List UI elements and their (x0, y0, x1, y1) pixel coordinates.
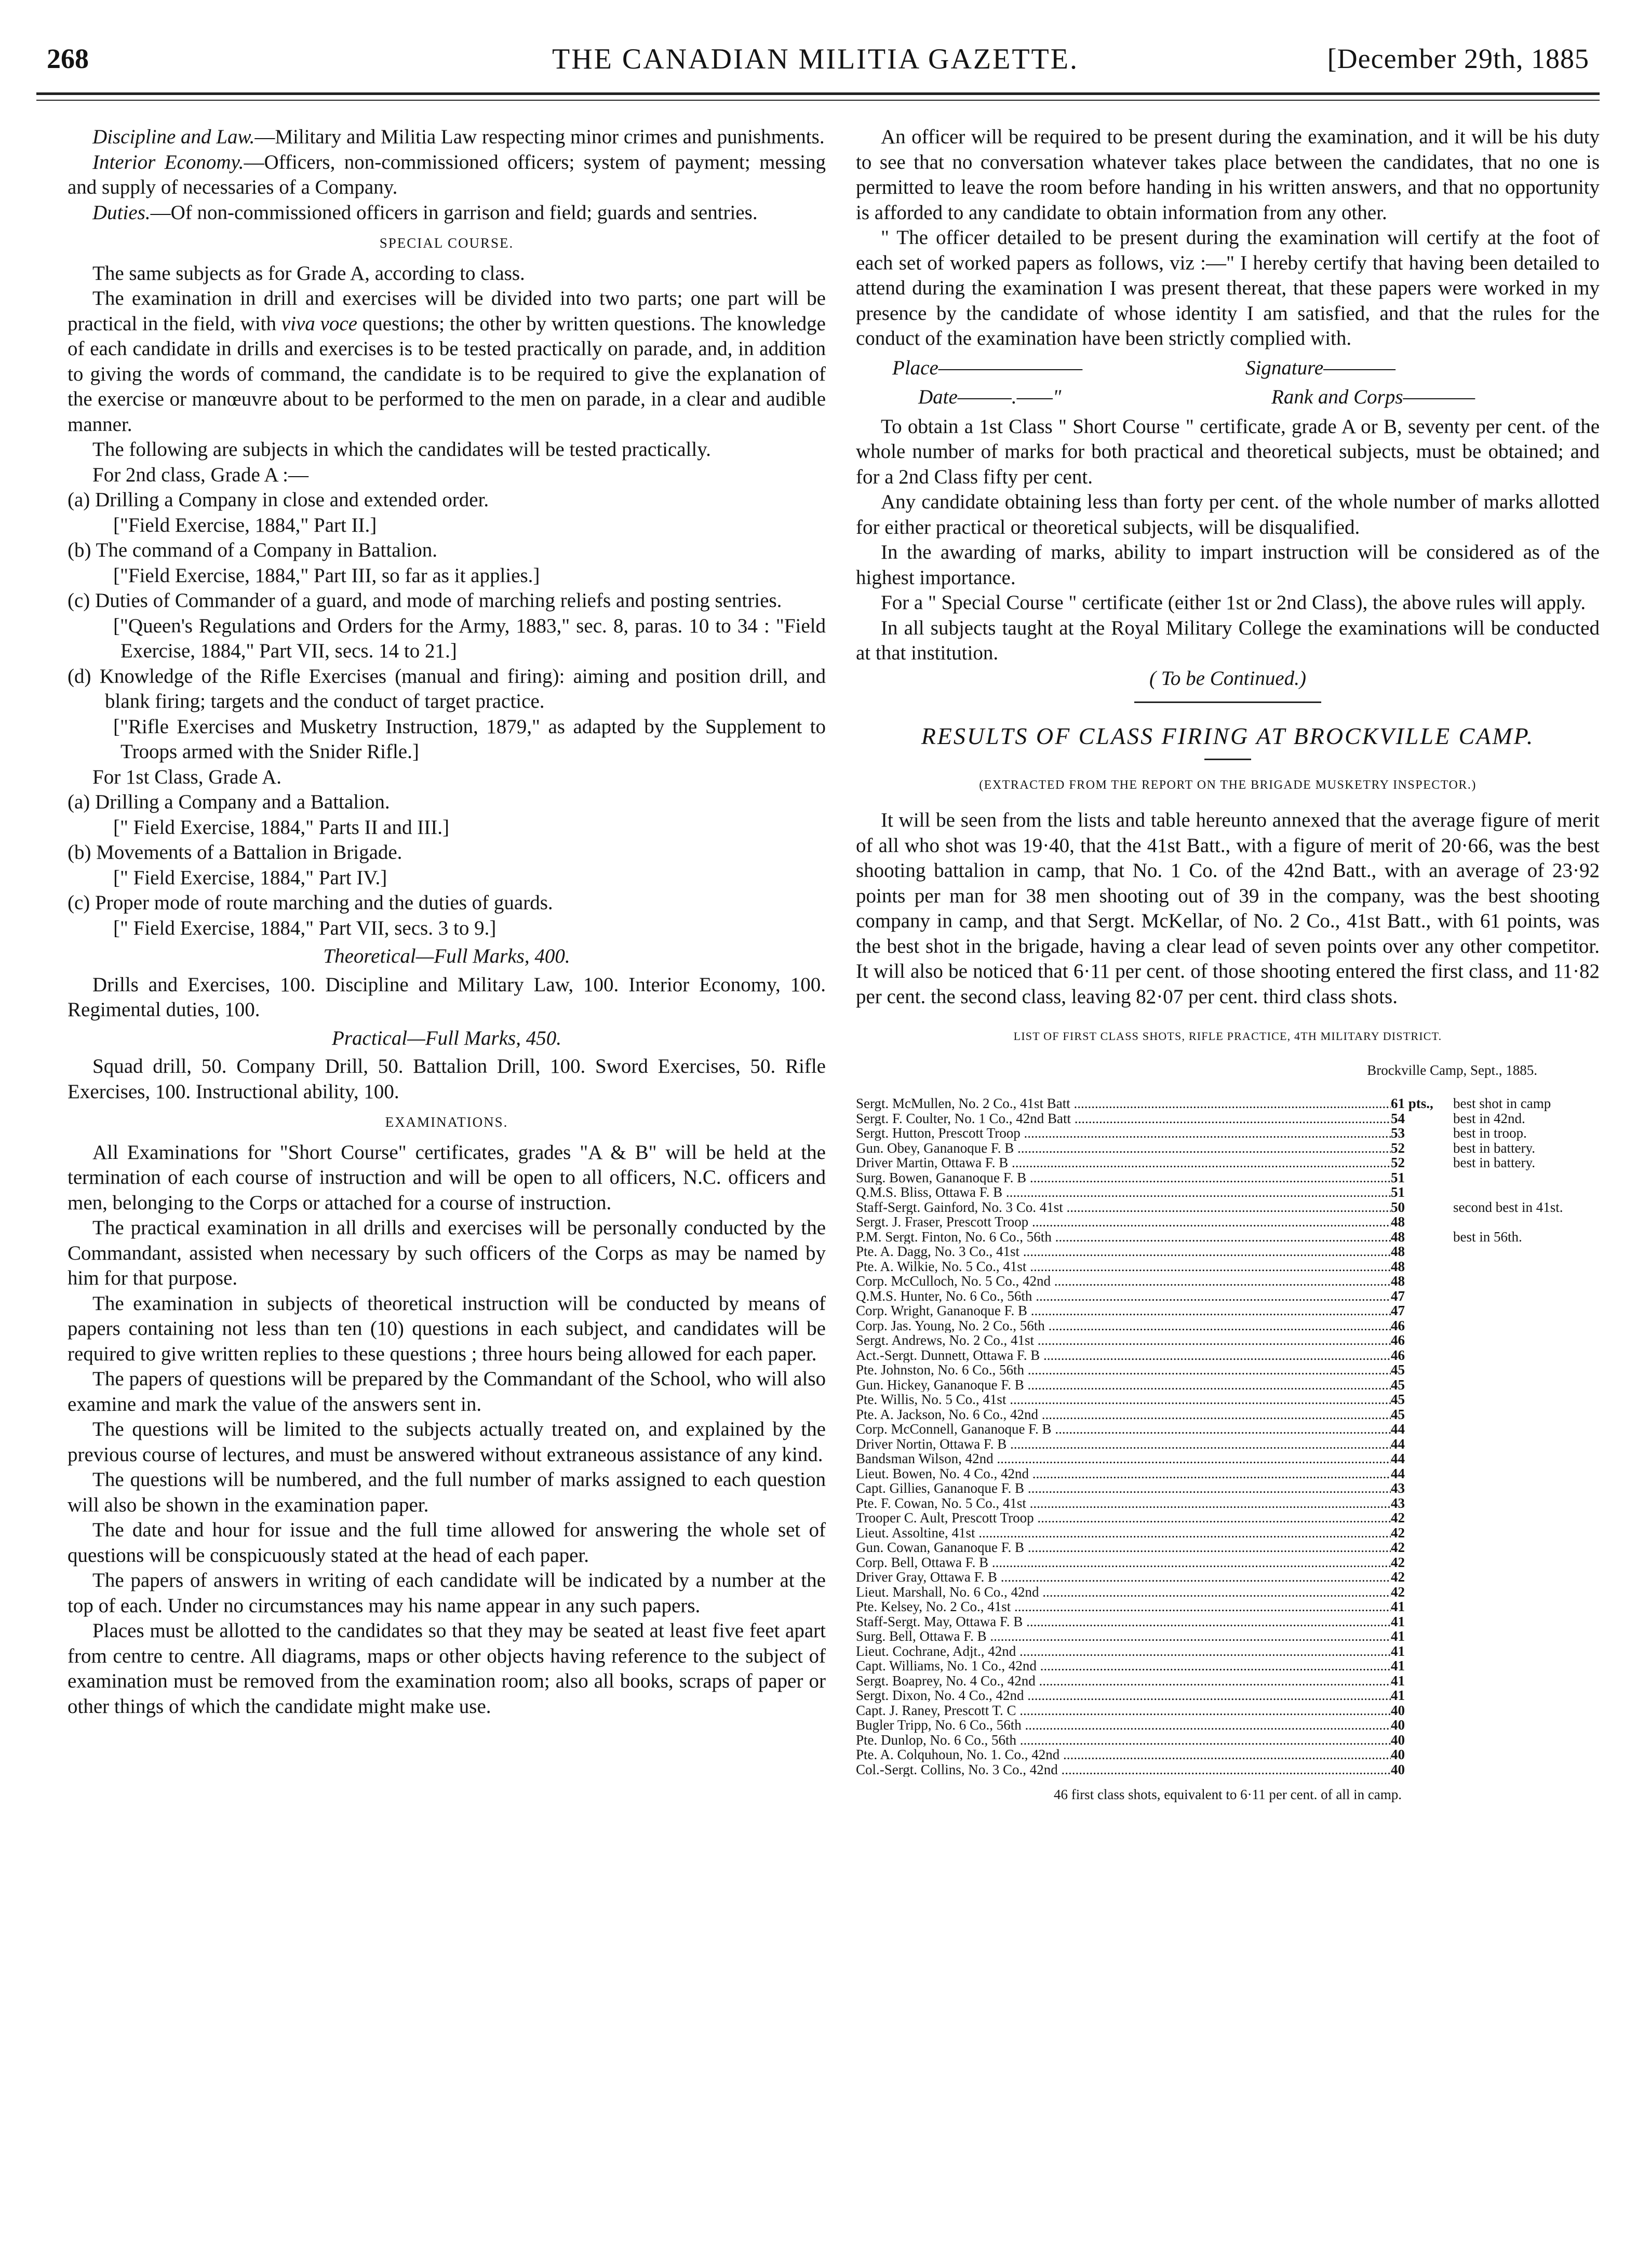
shooter-points: 42 (1391, 1510, 1405, 1526)
list-item (856, 1141, 1600, 1156)
section-divider (1134, 701, 1321, 703)
list-place: Brockville Camp, Sept., 1885. (1367, 1062, 1537, 1078)
certificate-line-1 (856, 356, 1600, 381)
shooter-name: Pte. A. Wilkie, No. 5 Co., 41st ..... (856, 1259, 1391, 1274)
shooter-points: 40 (1391, 1732, 1405, 1748)
list-item: (a) Drilling a Company in close and extended order. (68, 489, 489, 511)
shooter-name: Capt. J. Raney, Prescott T. C ..... (856, 1703, 1391, 1718)
list-item: (d) Knowledge of the Rifle Exercises (manual and firing): aiming and position drill, and blank firing; targets and the conduct of target practice. (68, 665, 826, 712)
shooter-points: 41 (1391, 1613, 1405, 1629)
shooter-name: Pte. A. Jackson, No. 6 Co., 42nd ..... (856, 1407, 1391, 1422)
list-item (856, 1333, 1600, 1348)
shooter-name: Corp. McConnell, Gananoque F. B ..... (856, 1422, 1391, 1437)
paragraph-lead: Duties. (92, 201, 151, 224)
paragraph: Squad drill, 50. Company Drill, 50. Battalion Drill, 100. Sword Exercises, 50. Rifle Exercises, 100. Instructional ability, 100. (68, 1055, 826, 1103)
shooter-points: 44 (1391, 1451, 1405, 1466)
header-rule-thin (36, 100, 1600, 101)
shooter-name: Lieut. Assoltine, 41st ..... (856, 1526, 1391, 1541)
shooter-points: 52 (1391, 1140, 1405, 1156)
shooter-points: 44 (1391, 1465, 1405, 1481)
paragraph: It will be seen from the lists and table hereunto annexed that the average figure of merit of all who shot was 19·40, that the 41st Batt., with a figure of merit of 20·66, was the best shooting battalion in camp, that No. 1 Co. of the 42nd Batt., with an average of 23·92 points per man for 38 men shooting out of 39 in the company, was the best shooting company in camp, and that Sergt. McKellar, of No. 2 Co., 41st Batt., with 61 points, was the best shot in the brigade, having a clear lead of seven points over any other competitor. It will also be noticed that 6·11 per cent. of those shooting entered the first class, and 11·82 per cent. the second class, leaving 82·07 per cent. third class shots. (856, 809, 1600, 1008)
shooter-name: Corp. McCulloch, No. 5 Co., 42nd ..... (856, 1274, 1391, 1289)
shooter-note (1453, 1733, 1600, 1748)
shooter-name: Surg. Bowen, Gananoque F. B ..... (856, 1170, 1391, 1185)
newspaper-title: THE CANADIAN MILITIA GAZETTE. (552, 43, 1079, 75)
shooter-points: 48 (1391, 1273, 1405, 1289)
shooter-note (1453, 1762, 1600, 1777)
list-item (856, 1362, 1600, 1378)
list-footnote: 46 first class shots, equivalent to 6·11 per cent. of all in camp. (1053, 1787, 1402, 1802)
list-item (856, 1496, 1600, 1511)
shooter-points: 41 (1391, 1672, 1405, 1689)
shooter-note (1453, 1392, 1600, 1407)
shooter-points: 45 (1391, 1376, 1405, 1393)
shooter-points: 40 (1391, 1717, 1405, 1733)
list-item (856, 1599, 1600, 1614)
shooter-name: Gun. Hickey, Gananoque F. B ..... (856, 1378, 1391, 1393)
shooter-points: 41 (1391, 1628, 1405, 1644)
rank-field: Rank and Corps———— (1271, 386, 1475, 408)
list-item (856, 1289, 1600, 1304)
reference: [" Field Exercise, 1884," Parts II and III.] (113, 816, 449, 839)
paragraph: The questions will be limited to the subjects actually treated on, and explained by the previous course of lectures, and must be answered without extraneous assistance of any kind. (68, 1418, 826, 1466)
shooter-points: 42 (1391, 1554, 1405, 1570)
list-item (856, 1303, 1600, 1318)
shooter-note (1453, 1688, 1600, 1703)
paragraph: To obtain a 1st Class " Short Course " certificate, grade A or B, seventy per cent. of the whole number of marks for both practical and theoretical subjects, must be obtained; and for a 2nd Class fifty per cent. (856, 415, 1600, 488)
section-heading: SPECIAL COURSE. (379, 235, 514, 251)
list-item (856, 1658, 1600, 1673)
list-item (856, 1451, 1600, 1466)
shooter-points: 42 (1391, 1584, 1405, 1600)
shooter-name: Q.M.S. Bliss, Ottawa F. B ..... (856, 1185, 1391, 1200)
theoretical-heading: Theoretical—Full Marks, 400. (323, 945, 570, 967)
shooter-points: 47 (1391, 1303, 1405, 1318)
paragraph: For a " Special Course " certificate (either 1st or 2nd Class), the above rules will apply. (881, 591, 1586, 614)
shooter-note (1453, 1555, 1600, 1570)
shooter-points: 40 (1391, 1761, 1405, 1777)
shooter-name: Sergt. Boaprey, No. 4 Co., 42nd ..... (856, 1673, 1391, 1689)
list-item (856, 1510, 1600, 1526)
shooter-name: Pte. A. Dagg, No. 3 Co., 41st ..... (856, 1244, 1391, 1259)
shooter-name: Sergt. Dixon, No. 4 Co., 42nd ..... (856, 1688, 1391, 1703)
paragraph (68, 286, 826, 437)
shooter-points: 41 (1391, 1599, 1405, 1614)
shooter-note (1453, 1658, 1600, 1673)
shooter-note: best in battery. (1453, 1140, 1535, 1156)
list-item (856, 1392, 1600, 1407)
paragraph: For 2nd class, Grade A :— (92, 463, 308, 486)
signature-field: Signature———— (1245, 356, 1396, 379)
continued-note: ( To be Continued.) (1149, 667, 1306, 690)
shooter-name: Lieut. Marshall, No. 6 Co., 42nd ..... (856, 1585, 1391, 1600)
shooter-note (1453, 1703, 1600, 1718)
shooter-name: Pte. Willis, No. 5 Co., 41st ..... (856, 1392, 1391, 1407)
shooter-points: 43 (1391, 1495, 1405, 1511)
paragraph: The following are subjects in which the candidates will be tested practically. (92, 438, 711, 461)
certificate-line-2 (856, 385, 1600, 410)
shooter-note: second best in 41st. (1453, 1199, 1563, 1215)
shooter-name: Pte. A. Colquhoun, No. 1. Co., 42nd ..... (856, 1747, 1391, 1762)
results-heading: RESULTS OF CLASS FIRING AT BROCKVILLE CAMP. (921, 723, 1535, 749)
list-item: (b) Movements of a Battalion in Brigade. (68, 841, 402, 863)
paragraph: Places must be allotted to the candidates so that they may be seated at least five feet apart from centre to centre. All diagrams, maps or other objects having reference to the subject of examination must be removed from the examination room; also all books, scraps of paper or other things of which the candidate might make use. (68, 1619, 826, 1718)
list-item (856, 1096, 1600, 1111)
shooter-name: Staff-Sergt. Gainford, No. 3 Co. 41st ..... (856, 1200, 1391, 1215)
list-item (856, 1614, 1600, 1629)
shooter-points: 48 (1391, 1228, 1405, 1245)
list-item (856, 1747, 1600, 1762)
shooter-points: 46 (1391, 1332, 1405, 1348)
shooter-name: Corp. Jas. Young, No. 2 Co., 56th ..... (856, 1318, 1391, 1333)
list-item (856, 1733, 1600, 1748)
shooter-note (1453, 1570, 1600, 1585)
reference: ["Queen's Regulations and Orders for the Army, 1883," sec. 8, paras. 10 to 34 : "Field Exercise, 1884," Part VII, secs. 14 to 21.] (113, 614, 826, 662)
shooter-points: 44 (1391, 1421, 1405, 1437)
list-item (856, 1540, 1600, 1555)
right-column (856, 125, 1600, 1807)
shooter-note (1453, 1629, 1600, 1644)
shooter-name: Sergt. Hutton, Prescott Troop ..... (856, 1126, 1391, 1141)
page-header (31, 43, 1600, 89)
list-item (856, 1585, 1600, 1600)
list-item (856, 1111, 1600, 1126)
shooter-points: 52 (1391, 1155, 1405, 1170)
list-item (856, 1407, 1600, 1422)
paragraph (68, 200, 826, 226)
shooter-points: 46 (1391, 1347, 1405, 1363)
reference: ["Field Exercise, 1884," Part II.] (113, 514, 377, 536)
paragraph: The date and hour for issue and the full time allowed for answering the whole set of questions will be conspicuously stated at the head of each paper. (68, 1519, 826, 1567)
shooter-name: Sergt. F. Coulter, No. 1 Co., 42nd Batt ..... (856, 1111, 1391, 1126)
paragraph: Any candidate obtaining less than forty per cent. of the whole number of marks allotted for either practical or theoretical subjects, will be disqualified. (856, 491, 1600, 538)
list-item: (c) Duties of Commander of a guard, and mode of marching reliefs and posting sentries. (68, 589, 782, 612)
header-rule-thick (36, 92, 1600, 95)
italic-phrase: viva voce (281, 312, 357, 335)
shooter-name: Staff-Sergt. May, Ottawa F. B ..... (856, 1614, 1391, 1629)
shooter-note (1453, 1496, 1600, 1511)
shooter-note (1453, 1510, 1600, 1526)
shooter-note (1453, 1585, 1600, 1600)
reference: ["Field Exercise, 1884," Part III, so far as it applies.] (113, 564, 540, 587)
shooter-note (1453, 1378, 1600, 1393)
shooter-name: Lieut. Bowen, No. 4 Co., 42nd ..... (856, 1466, 1391, 1481)
shooter-points: 40 (1391, 1747, 1405, 1762)
shooter-name: Q.M.S. Hunter, No. 6 Co., 56th ..... (856, 1289, 1391, 1304)
paragraph: The examination in subjects of theoretical instruction will be conducted by means of papers containing not less than ten (10) questions in each subject, and candidates will be required to give written replies to these questions ; three hours being allowed for each paper. (68, 1292, 826, 1365)
shooter-note: best in battery. (1453, 1155, 1535, 1170)
paragraph-text: The examination in drill and exercises will be divided into two parts; one part will be practical in the field, with (68, 287, 826, 335)
paragraph: Drills and Exercises, 100. Discipline and Military Law, 100. Interior Economy, 100. Regimental duties, 100. (68, 973, 826, 1021)
paragraph: The papers of answers in writing of each candidate will be indicated by a number at the top of each. Under no circumstances may his name appear in any such papers. (68, 1569, 826, 1617)
reference: [" Field Exercise, 1884," Part IV.] (113, 866, 387, 889)
heading-rule (1204, 759, 1251, 760)
list-item (856, 1570, 1600, 1585)
reference: ["Rifle Exercises and Musketry Instruction, 1879," as adapted by the Supplement to Troops armed with the Snider Rifle.] (113, 715, 826, 763)
shooter-points: 41 (1391, 1643, 1405, 1659)
list-item (856, 1422, 1600, 1437)
shooter-name: Pte. Kelsey, No. 2 Co., 41st ..... (856, 1599, 1391, 1614)
shooter-note (1453, 1540, 1600, 1555)
shooter-points: 54 (1391, 1110, 1405, 1126)
shooter-name: Capt. Williams, No. 1 Co., 42nd ..... (856, 1658, 1391, 1673)
shooter-points: 46 (1391, 1317, 1405, 1333)
paragraph: In the awarding of marks, ability to impart instruction will be considered as of the highest importance. (856, 541, 1600, 589)
shooter-name: Col.-Sergt. Collins, No. 3 Co., 42nd ..... (856, 1762, 1391, 1777)
paragraph: The papers of questions will be prepared by the Commandant of the School, who will also examine and mark the value of the answers sent in. (68, 1368, 826, 1415)
shooter-note (1453, 1259, 1600, 1274)
paragraph (68, 150, 826, 200)
list-item (856, 1718, 1600, 1733)
shooter-note (1453, 1451, 1600, 1466)
shooter-points: 48 (1391, 1258, 1405, 1274)
shooter-name: Act.-Sergt. Dunnett, Ottawa F. B ..... (856, 1348, 1391, 1363)
shooter-points: 44 (1391, 1436, 1405, 1452)
list-item (856, 1244, 1600, 1259)
list-item: (a) Drilling a Company and a Battalion. (68, 791, 390, 813)
list-item (856, 1214, 1600, 1230)
shooter-name: Driver Gray, Ottawa F. B ..... (856, 1570, 1391, 1585)
first-class-shots-list (856, 1096, 1600, 1777)
shooter-name: Lieut. Cochrane, Adjt., 42nd ..... (856, 1644, 1391, 1659)
list-item (856, 1555, 1600, 1570)
list-item (856, 1644, 1600, 1659)
shooter-points: 42 (1391, 1524, 1405, 1541)
shooter-note (1453, 1214, 1600, 1230)
shooter-name: Sergt. Andrews, No. 2 Co., 41st ..... (856, 1333, 1391, 1348)
shooter-points: 41 (1391, 1688, 1405, 1703)
shooter-points: 53 (1391, 1125, 1405, 1141)
place-field: Place———————— (892, 356, 1083, 379)
shooter-points: 45 (1391, 1362, 1405, 1378)
shooter-points: 41 (1391, 1658, 1405, 1673)
shooter-points: 42 (1391, 1540, 1405, 1555)
shooter-note (1453, 1185, 1600, 1200)
shooter-note (1453, 1333, 1600, 1348)
section-heading: EXAMINATIONS. (385, 1114, 508, 1130)
paragraph: All Examinations for "Short Course" certificates, grades "A & B" will be held at the termination of each course of instruction and will be open to all officers, N.C. officers and men, belonging to the Corps or attached for a course of instruction. (68, 1141, 826, 1214)
shooter-name: Sergt. McMullen, No. 2 Co., 41st Batt ..... (856, 1096, 1391, 1111)
paragraph: The same subjects as for Grade A, according to class. (92, 262, 525, 285)
practical-heading: Practical—Full Marks, 450. (332, 1027, 561, 1049)
shooter-name: Sergt. J. Fraser, Prescott Troop ..... (856, 1214, 1391, 1230)
shooter-note (1453, 1718, 1600, 1733)
paragraph-text: —Military and Militia Law respecting minor crimes and punishments. (254, 126, 825, 148)
list-item (856, 1318, 1600, 1333)
shooter-note: best in 56th. (1453, 1228, 1522, 1245)
list-item (856, 1466, 1600, 1481)
shooter-name: Pte. F. Cowan, No. 5 Co., 41st ..... (856, 1496, 1391, 1511)
shooter-note (1453, 1244, 1600, 1259)
shooter-name: Corp. Wright, Gananoque F. B ..... (856, 1303, 1391, 1318)
shooter-note (1453, 1318, 1600, 1333)
shooter-points: 40 (1391, 1702, 1405, 1718)
list-item (856, 1185, 1600, 1200)
page-number: 268 (47, 43, 89, 74)
list-item (856, 1170, 1600, 1185)
list-item (856, 1703, 1600, 1718)
shooter-name: Trooper C. Ault, Prescott Troop ..... (856, 1510, 1391, 1526)
list-item (856, 1200, 1600, 1215)
shooter-note (1453, 1466, 1600, 1481)
shooter-points: 51 (1391, 1169, 1405, 1185)
paragraph (68, 125, 826, 150)
shooter-name: Driver Martin, Ottawa F. B ..... (856, 1155, 1391, 1170)
shooter-name: Corp. Bell, Ottawa F. B ..... (856, 1555, 1391, 1570)
shooter-name: Surg. Bell, Ottawa F. B ..... (856, 1629, 1391, 1644)
paragraph: An officer will be required to be present during the examination, and it will be his duty to see that no conversation whatever takes place between the candidates, that no one is permitted to leave the room before handing in his written answers, and that no opportunity is afforded to any candidate to obtain information from any other. (856, 126, 1600, 224)
paragraph: " The officer detailed to be present during the examination will certify at the foot of each set of worked papers as follows, viz :—" I hereby certify that having been detailed to attend during the examination I was present thereat, that these papers were worked in my presence by the candidate of whose identity I am satisfied, and that the rules for the conduct of the examination have been strictly complied with. (856, 226, 1600, 349)
shooter-points: 42 (1391, 1569, 1405, 1585)
paragraph: For 1st Class, Grade A. (92, 765, 281, 788)
list-title: LIST OF FIRST CLASS SHOTS, RIFLE PRACTICE, 4TH MILITARY DISTRICT. (1013, 1030, 1442, 1043)
shooter-note (1453, 1526, 1600, 1541)
paragraph: The practical examination in all drills and exercises will be personally conducted by the Commandant, assisted when necessary by such officers of the Corps as may be named by him for that purpose. (68, 1217, 826, 1289)
shooter-note (1453, 1481, 1600, 1496)
list-item (856, 1688, 1600, 1703)
shooter-note (1453, 1362, 1600, 1378)
shooter-note (1453, 1348, 1600, 1363)
shooter-name: Gun. Cowan, Gananoque F. B ..... (856, 1540, 1391, 1555)
shooter-note (1453, 1437, 1600, 1452)
list-item (856, 1526, 1600, 1541)
shooter-name: Bandsman Wilson, 42nd ..... (856, 1451, 1391, 1466)
shooter-name: P.M. Sergt. Finton, No. 6 Co., 56th ..... (856, 1230, 1391, 1245)
paragraph: The questions will be numbered, and the full number of marks assigned to each question will also be shown in the examination paper. (68, 1468, 826, 1516)
paragraph-text: —Officers, non-commissioned officers; system of payment; messing and supply of necessaries of a Company. (68, 151, 826, 198)
issue-date: [December 29th, 1885 (1327, 43, 1589, 74)
date-field: Date———.——" (918, 386, 1062, 408)
shooter-note (1453, 1599, 1600, 1614)
shooter-name: Capt. Gillies, Gananoque F. B ..... (856, 1481, 1391, 1496)
shooter-note (1453, 1614, 1600, 1629)
shooter-note (1453, 1289, 1600, 1304)
shooter-points: 45 (1391, 1392, 1405, 1407)
list-item (856, 1230, 1600, 1245)
shooter-note (1453, 1673, 1600, 1689)
shooter-note (1453, 1644, 1600, 1659)
shooter-name: Bugler Tripp, No. 6 Co., 56th ..... (856, 1718, 1391, 1733)
reference: [" Field Exercise, 1884," Part VII, secs. 3 to 9.] (113, 916, 497, 939)
list-item: (b) The command of a Company in Battalion. (68, 539, 437, 561)
shooter-note: best shot in camp (1453, 1096, 1551, 1111)
shooter-name: Gun. Obey, Gananoque F. B ..... (856, 1141, 1391, 1156)
shooter-name: Driver Nortin, Ottawa F. B ..... (856, 1437, 1391, 1452)
paragraph-text: questions; the other by written questions. The knowledge of each candidate in drills and exercises is to be tested practically on parade, and, in addition to giving the words of command, the candidate is to be required to give the explanation of the exercise or manœuvre about to be performed to the men on parade, in a clear and audible manner. (68, 312, 826, 436)
shooter-points: 50 (1391, 1199, 1405, 1215)
paragraph: In all subjects taught at the Royal Military College the examinations will be conducted at that institution. (856, 616, 1600, 664)
list-item (856, 1274, 1600, 1289)
paragraph-text: —Of non-commissioned officers in garrison and field; guards and sentries. (150, 201, 758, 224)
list-item (856, 1481, 1600, 1496)
list-item (856, 1629, 1600, 1644)
shooter-points: 45 (1391, 1406, 1405, 1422)
left-column (68, 125, 826, 1719)
shooter-name: Pte. Johnston, No. 6 Co., 56th ..... (856, 1362, 1391, 1378)
shooter-points: 48 (1391, 1244, 1405, 1259)
paragraph-lead: Discipline and Law. (92, 126, 255, 148)
shooter-note (1453, 1422, 1600, 1437)
shooter-name: Pte. Dunlop, No. 6 Co., 56th ..... (856, 1733, 1391, 1748)
list-item (856, 1155, 1600, 1170)
shooter-note: best in 42nd. (1453, 1110, 1525, 1126)
list-item (856, 1378, 1600, 1393)
paragraph-lead: Interior Economy. (92, 151, 244, 173)
shooter-note (1453, 1747, 1600, 1762)
shooter-note (1453, 1303, 1600, 1318)
list-item (856, 1348, 1600, 1363)
shooter-note (1453, 1407, 1600, 1422)
list-item (856, 1259, 1600, 1274)
list-item: (c) Proper mode of route marching and the duties of guards. (68, 892, 553, 914)
shooter-points: 51 (1391, 1184, 1405, 1200)
shooter-points: 61 pts., (1391, 1096, 1433, 1111)
shooter-note (1453, 1170, 1600, 1185)
shooter-points: 47 (1391, 1288, 1405, 1304)
shooter-note (1453, 1274, 1600, 1289)
list-item (856, 1437, 1600, 1452)
shooter-points: 48 (1391, 1214, 1405, 1230)
extracted-note: (EXTRACTED FROM THE REPORT ON THE BRIGADE MUSKETRY INSPECTOR.) (979, 778, 1477, 792)
list-item (856, 1673, 1600, 1689)
list-item (856, 1762, 1600, 1777)
list-item (856, 1126, 1600, 1141)
shooter-note: best in troop. (1453, 1125, 1527, 1141)
shooter-points: 43 (1391, 1480, 1405, 1496)
